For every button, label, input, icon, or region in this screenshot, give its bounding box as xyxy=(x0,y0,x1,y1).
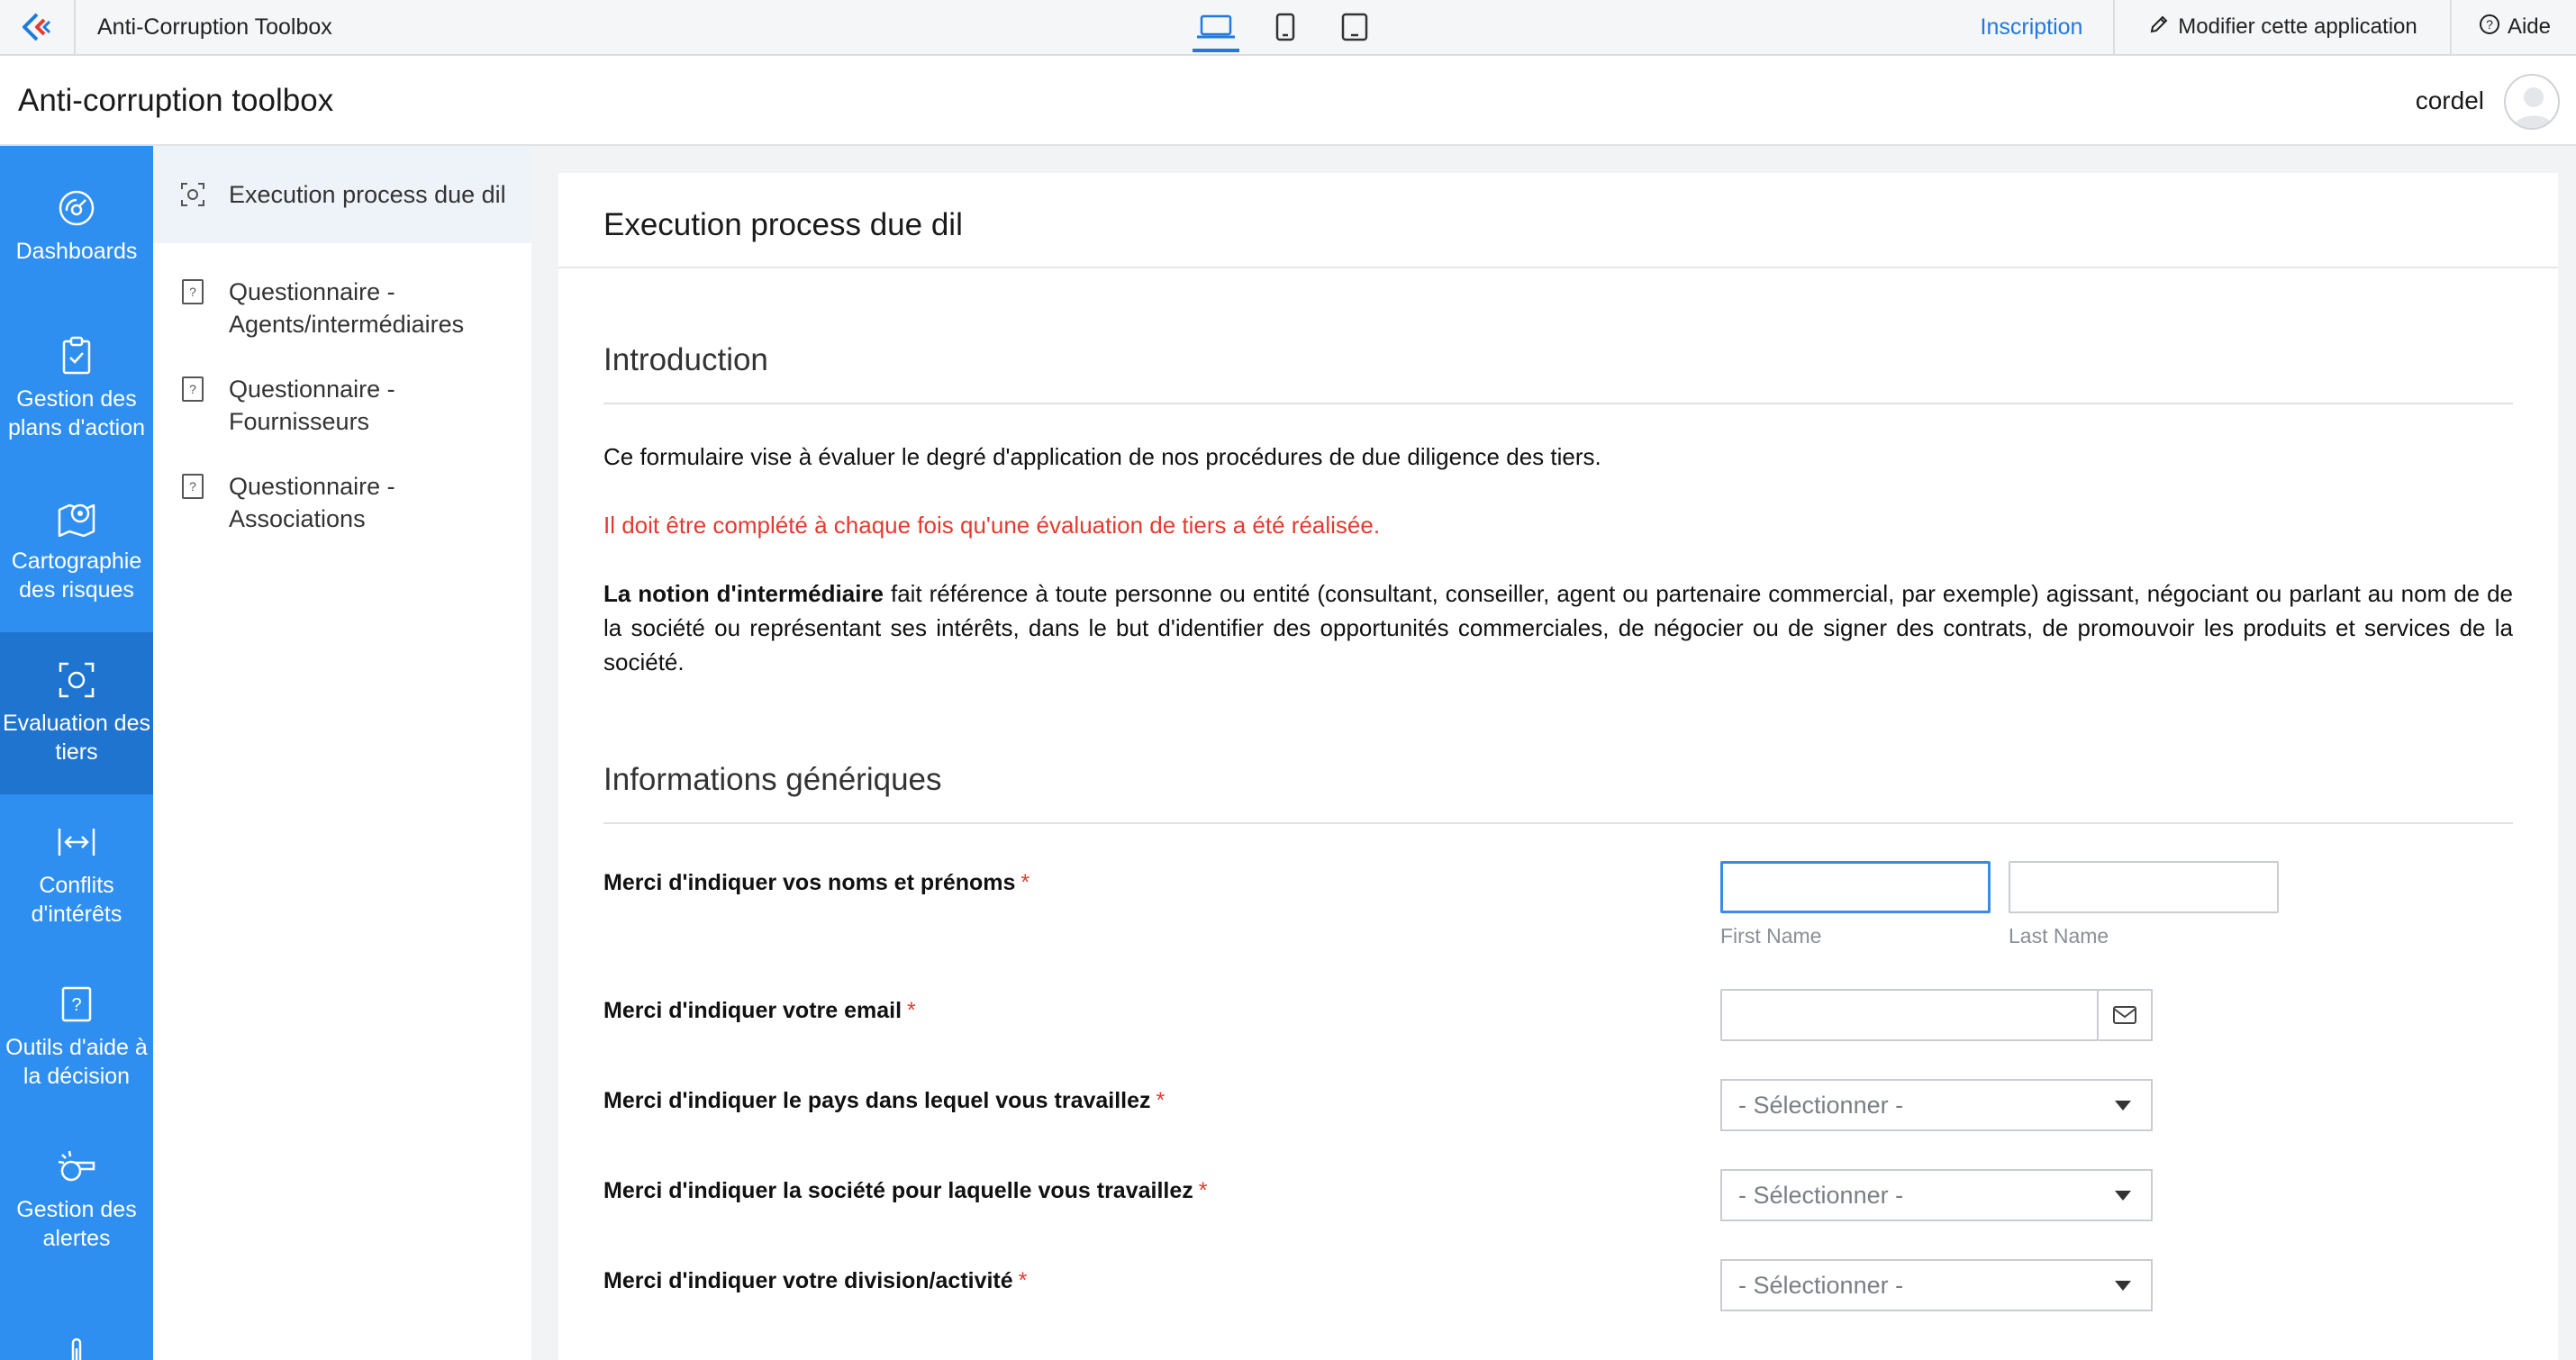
svg-text:?: ? xyxy=(189,285,196,299)
nav-label: Gestion des alertes xyxy=(16,1197,137,1251)
section-heading-generic-info: Informations génériques xyxy=(603,762,942,797)
help-label: Aide xyxy=(2507,14,2552,39)
nav-label: Evaluation des tiers xyxy=(2,711,150,765)
division-select[interactable] xyxy=(1720,1259,2153,1311)
form-item-label: Questionnaire - Fournisseurs xyxy=(229,376,395,435)
thermometer-icon xyxy=(57,1337,96,1360)
form-item-label: Questionnaire - Associations xyxy=(229,473,395,532)
svg-text:?: ? xyxy=(71,995,82,1015)
nav-item-conflicts-of-interest[interactable] xyxy=(0,794,153,957)
form-card xyxy=(558,173,2558,1360)
page-title: Anti-corruption toolbox xyxy=(18,83,334,118)
help-button[interactable] xyxy=(2454,0,2576,54)
nav-item-dashboards[interactable] xyxy=(0,146,153,308)
email-question-label xyxy=(603,998,916,1024)
section-divider xyxy=(603,403,2513,404)
first-name-hint: First Name xyxy=(1720,924,1822,947)
form-item-questionnaire-suppliers[interactable] xyxy=(153,340,531,438)
nav-item-alerts[interactable] xyxy=(0,1119,153,1281)
division-question-label xyxy=(603,1268,1027,1294)
email-field[interactable] xyxy=(1720,989,2099,1041)
company-question-text: Merci d'indiquer la société pour laquelle vous travaillez xyxy=(603,1178,1193,1203)
last-name-input[interactable] xyxy=(2009,861,2279,913)
inscription-link[interactable]: Inscription xyxy=(1950,0,2115,54)
nav-item-risk-mapping[interactable] xyxy=(0,470,153,632)
country-question-text: Merci d'indiquer le pays dans lequel vous travaillez xyxy=(603,1088,1151,1113)
question-box-icon xyxy=(180,474,205,499)
company-question-label xyxy=(603,1178,1207,1204)
form-item-label: Questionnaire - Agents/intermédiaires xyxy=(229,278,465,338)
nav-label: Cartographie des risques xyxy=(11,549,142,603)
section-divider xyxy=(603,822,2513,824)
nav-label: Gestion des plans d'action xyxy=(7,386,146,440)
device-preview-switch xyxy=(1189,0,1397,54)
top-bar xyxy=(0,0,2576,56)
division-select-value: - Sélectionner - xyxy=(1738,1272,1904,1299)
user-name[interactable]: cordel xyxy=(2415,86,2484,114)
main-sidebar xyxy=(0,146,153,1360)
phone-icon[interactable] xyxy=(1258,0,1312,54)
arrows-horizontal-icon xyxy=(57,822,96,862)
avatar[interactable] xyxy=(2504,74,2560,130)
app-header xyxy=(0,56,2576,146)
laptop-icon[interactable] xyxy=(1189,0,1243,54)
app-name: Anti-Corruption Toolbox xyxy=(97,14,332,40)
question-box-icon xyxy=(180,279,205,304)
form-title: Execution process due dil xyxy=(558,173,2558,268)
nav-label: Conflits d'intérêts xyxy=(31,873,122,927)
map-pin-icon xyxy=(57,498,96,538)
chevron-down-icon xyxy=(2115,1281,2131,1291)
question-box-icon xyxy=(57,984,96,1024)
edit-application-label: Modifier cette application xyxy=(2178,14,2417,39)
first-name-input[interactable] xyxy=(1720,861,1991,913)
required-marker: * xyxy=(1198,1178,1208,1203)
name-question-label xyxy=(603,870,1029,896)
form-item-questionnaire-agents[interactable] xyxy=(153,243,531,340)
tablet-icon[interactable] xyxy=(1328,0,1382,54)
focus-square-icon xyxy=(180,182,205,207)
app-logo-icon[interactable] xyxy=(0,0,76,54)
form-list xyxy=(153,146,531,1360)
country-select-value: - Sélectionner - xyxy=(1738,1092,1904,1119)
division-question-text: Merci d'indiquer votre division/activité xyxy=(603,1268,1013,1293)
required-marker: * xyxy=(907,998,916,1023)
clipboard-check-icon xyxy=(57,336,96,376)
name-question-text: Merci d'indiquer vos noms et prénoms xyxy=(603,870,1016,895)
country-select[interactable] xyxy=(1720,1079,2153,1131)
email-question-text: Merci d'indiquer votre email xyxy=(603,998,903,1023)
intro-warning: Il doit être complété à chaque fois qu'une évaluation de tiers a été réalisée. xyxy=(603,512,1381,539)
dashboard-icon xyxy=(57,188,96,228)
nav-label: Outils d'aide à la décision xyxy=(5,1035,148,1089)
focus-circle-icon xyxy=(57,660,96,700)
nav-label: Dashboards xyxy=(15,239,138,264)
svg-text:?: ? xyxy=(189,382,196,396)
edit-application-button[interactable] xyxy=(2117,0,2452,54)
chevron-down-icon xyxy=(2115,1191,2131,1201)
company-select[interactable] xyxy=(1720,1169,2153,1221)
company-select-value: - Sélectionner - xyxy=(1738,1182,1904,1209)
nav-item-third-party-evaluation[interactable] xyxy=(0,632,153,794)
svg-text:?: ? xyxy=(2486,16,2493,32)
form-item-questionnaire-associations[interactable] xyxy=(153,438,531,535)
nav-item-decision-tools[interactable] xyxy=(0,957,153,1119)
intermediary-term: La notion d'intermédiaire xyxy=(603,580,884,607)
intermediary-definition xyxy=(603,576,2513,679)
section-heading-introduction: Introduction xyxy=(603,342,768,377)
form-item-label: Execution process due dil xyxy=(229,181,506,208)
required-marker: * xyxy=(1020,870,1030,895)
pencil-icon xyxy=(2149,14,2169,41)
nav-item-thermometer[interactable] xyxy=(0,1281,153,1360)
nav-item-action-plans[interactable] xyxy=(0,308,153,470)
required-marker: * xyxy=(1156,1088,1166,1113)
whistle-icon xyxy=(57,1147,96,1186)
intro-paragraph: Ce formulaire vise à évaluer le degré d'application de nos procédures de due diligence des tiers. xyxy=(603,443,1601,470)
help-circle-icon xyxy=(2479,14,2500,41)
question-box-icon xyxy=(180,376,205,402)
form-item-execution-process[interactable] xyxy=(153,146,531,243)
required-marker: * xyxy=(1018,1268,1028,1293)
country-question-label xyxy=(603,1088,1165,1114)
chevron-down-icon xyxy=(2115,1101,2131,1111)
intermediary-text: fait référence à toute personne ou entité (consultant, conseiller, agent ou partenaire commercial, par exemple) agissant, négociant ou parlant au nom de de la société ou représentant ses intérêts, dans le but d'identifier des opportunités commerciales, de négocier ou de signer des contrats, de promouvoir les produits et services de la société. xyxy=(603,580,2513,675)
last-name-hint: Last Name xyxy=(2009,924,2109,947)
svg-text:?: ? xyxy=(189,479,196,494)
email-icon xyxy=(2099,989,2153,1041)
